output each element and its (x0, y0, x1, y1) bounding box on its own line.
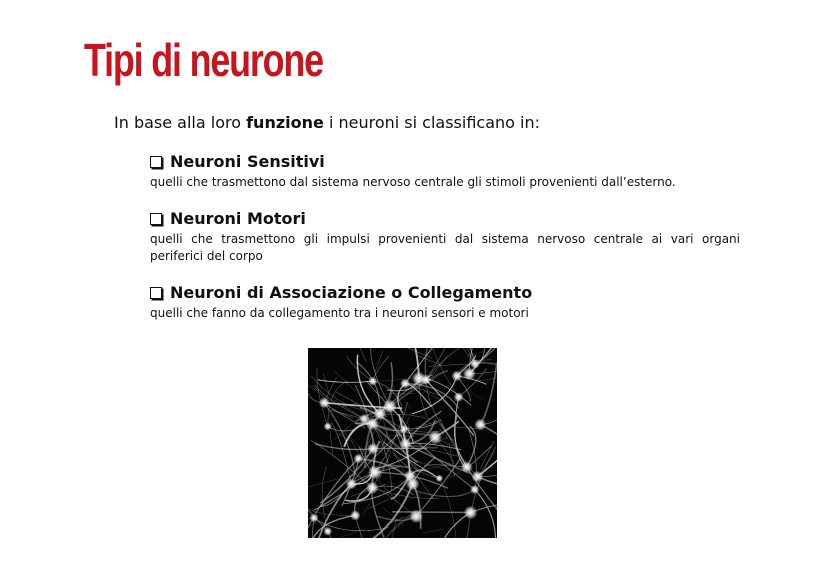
neuron-soma (436, 475, 444, 483)
neuron-soma (368, 465, 382, 479)
list-item-label: Neuroni Motori (170, 209, 306, 228)
list-item-label: Neuroni Sensitivi (170, 152, 325, 171)
neuron-soma (309, 513, 318, 522)
neuron-soma (324, 422, 332, 430)
intro-after: i neuroni si classificano in: (323, 113, 541, 132)
neurite (393, 512, 471, 513)
list-item-heading (150, 281, 740, 305)
neuron-soma (383, 400, 397, 414)
neuron-network-image (308, 348, 497, 538)
neuron-soma (350, 510, 360, 520)
checkbox-bullet-icon (150, 287, 162, 299)
neuron-soma (400, 425, 409, 434)
neuron-soma (461, 461, 473, 473)
intro-before: In base alla loro (114, 113, 247, 132)
neuron-soma (412, 372, 426, 386)
neuron-soma (366, 482, 379, 495)
list-item-associazione (150, 281, 740, 322)
list-item-label: Neuroni di Associazione o Collegamento (170, 283, 533, 302)
list-item-sensitivi (150, 150, 740, 191)
neuron-soma (346, 478, 357, 489)
checkbox-bullet-icon (150, 156, 162, 168)
intro-text (114, 112, 540, 134)
neuron-soma (470, 485, 479, 494)
list-item-motori (150, 207, 740, 265)
list-item-heading (150, 150, 740, 174)
slide-title: Tipi di neurone (84, 34, 323, 86)
neuron-soma (366, 417, 379, 430)
neuron-network-graphic (308, 348, 497, 538)
neuron-soma (428, 430, 442, 444)
list-item-heading (150, 207, 740, 231)
neuron-soma (368, 377, 377, 386)
checkbox-bullet-icon (150, 213, 162, 225)
neuron-soma (400, 379, 410, 389)
neuron-soma (319, 397, 330, 408)
neuron-soma (354, 454, 364, 464)
neuron-soma (464, 506, 478, 520)
neuron-soma (463, 367, 476, 380)
neuron-soma (452, 371, 463, 382)
neuron-soma (454, 392, 464, 402)
neuron-soma (406, 477, 420, 491)
neuron-type-list (150, 150, 740, 322)
neuron-soma (474, 419, 486, 431)
list-item-description: quelli che trasmettono gli impulsi provenienti dal sistema nervoso centrale ai vari organi periferici del corpo (150, 232, 740, 263)
neuron-soma (472, 471, 484, 483)
list-item-description: quelli che trasmettono dal sistema nervoso centrale gli stimoli provenienti dall’esterno. (150, 175, 676, 189)
neuron-soma (399, 438, 411, 450)
neuron-soma (470, 359, 480, 369)
neuron-soma (367, 443, 379, 455)
intro-emphasis: funzione (246, 113, 324, 132)
neuron-soma (409, 509, 423, 523)
list-item-description: quelli che fanno da collegamento tra i neuroni sensori e motori (150, 306, 529, 320)
neuron-soma (323, 527, 332, 536)
